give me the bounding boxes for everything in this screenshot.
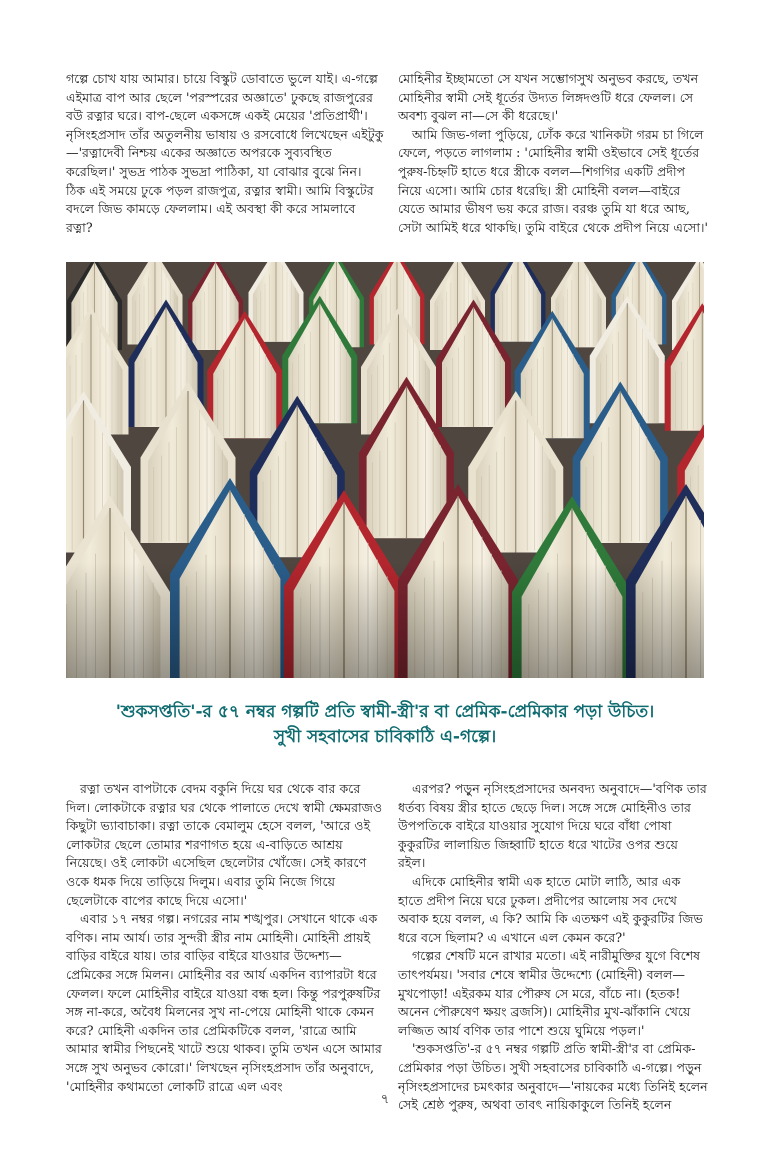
paragraph: 'শুকসপ্ততি'-র ৫৭ নম্বর গল্পটি প্রতি স্বামী-স্ত্রী'র বা প্রেমিক-প্রেমিকার পড়া উচিত। সুখী সহবাসের চাবিকাঠি এ-গল্পে। পড়ুন নৃসিংহপ্রসাদের চমৎকার অনুবাদে—'নায়কের মধ্যে তিনিই হলেন সেই শ্রেষ্ঠ পুরুষ, অথবা তাবৎ নায়িকাকুলে তিনিই হলেন [398, 1041, 708, 1113]
paragraph: গল্পের শেষটি মনে রাখার মতো। এই নারীমুক্তির যুগে বিশেষ তাৎপর্যময়। 'সবার শেষে স্বামীর উদ্দেশ্যে (মোহিনী) বলল—মুখপোড়া! এইরকম যার পৌরুষ সে মরে, বাঁচে না। (হতক! অনেন পৌরুষেণ ক্ষয়ং ব্রজসি)। মোহিনীর মুখ-ঝাঁকানি খেয়ে লজ্জিত আর্য বণিক তার পাশে শুয়ে ঘুমিয়ে পড়ল।' [398, 948, 701, 1038]
paragraph: এদিকে মোহিনীর স্বামী এক হাতে মোটা লাঠি, আর এক হাতে প্রদীপ নিয়ে ঘরে ঢুকল। প্রদীপের আলোয় সব দেখে অবাক হয়ে বলল, এ কি? আমি কি এতক্ষণ এই কুকুরটির জিভ ধরে বসে ছিলাম? এ এখানে এল কেমন করে?' [398, 873, 703, 945]
paragraph: এরপর? পড়ুন নৃসিংহপ্রসাদের অনবদ্য অনুবাদে—'বণিক তার ধর্তব্য বিষয় স্ত্রীর হাতে ছেড়ে দিল। সঙ্গে সঙ্গে মোহিনীও তার উপপতিকে বাইরে যাওয়ার সুযোগ দিয়ে ঘরে বাঁধা পোষা কুকুরটির লালায়িত জিহ্বাটি হাতে ধরে খাটের ওপর শুয়ে রইল। [398, 781, 707, 871]
paragraph: এবার ১৭ নম্বর গল্প। নগরের নাম শঙ্খপুর। সেখানে থাকে এক বণিক। নাম আর্য। তার সুন্দরী স্ত্রীর নাম মোহিনী। মোহিনী প্রায়ই বাড়ির বাইরে যায়। তার বাড়ির বাইরে যাওয়ার উদ্দেশ্য—প্রেমিকের সঙ্গে মিলন। মোহিনীর বর আর্য একদিন ব্যাপারটা ধরে ফেলল। ফলে মোহিনীর বাইরে যাওয়া বন্ধ হল। কিন্তু পরপুরুষটির সঙ্গ না-করে, অবৈধ মিলনের সুখ না-পেয়ে মোহিনী থাকে কেমন করে? মোহিনী একদিন তার প্রেমিকটিকে বলল, 'রাত্রে আমি আমার স্বামীর পিছনেই খাটে শুয়ে থাকব। তুমি তখন এসে আমার সঙ্গে সুখ অনুভব কোরো।' লিখছেন নৃসিংহপ্রসাদ তাঁর অনুবাদে, 'মোহিনীর কথামতো লোকটি রাত্রে এল এবং [66, 911, 382, 1094]
pull-quote [66, 700, 704, 750]
page-number: ৭ [380, 1092, 390, 1107]
paragraph: আমি জিভ-গলা পুড়িয়ে, ঢোঁক করে খানিকটা গরম চা গিলে ফেলে, পড়তে লাগলাম : 'মোহিনীর স্বামী ওইভাবে সেই ধূর্তের পুরুষ-চিহ্নটি হাতে ধরে স্ত্রীকে বলল—শিগগির একটি প্রদীপ নিয়ে এসো। আমি চোর ধরেছি। স্ত্রী মোহিনী বলল—বাইরে যেতে আমার ভীষণ ভয় করে রাজ। বরঞ্চ তুমি যা ধরে আছ, সেটা আমিই ধরে থাকছি। তুমি বাইরে থেকে প্রদীপ নিয়ে এসো।' [398, 126, 708, 235]
books-illustration [66, 262, 704, 678]
article-column-bottom-right [398, 780, 708, 1115]
books-photo [66, 262, 704, 678]
article-column-top-right [398, 70, 708, 237]
paragraph: রত্না তখন বাপটাকে বেদম বকুনি দিয়ে ঘর থেকে বার করে দিল। লোকটাকে রত্নার ঘর থেকে পালাতে দেখে স্বামী ক্ষেমরাজও কিছুটা ভ্যাবাচাকা। রত্না তাকে বেমালুম হেসে বলল, 'আরে ওই লোকটার ছেলে তোমার শরণাগত হয়ে এ-বাড়িতে আশ্রয় নিয়েছে। ওই লোকটা এসেছিল ছেলেটার খোঁজে। সেই কারণে ওকে ধমক দিয়ে তাড়িয়ে দিলুম। এবার তুমি নিজে গিয়ে ছেলেটাকে বাপের কাছে দিয়ে এসো।' [66, 781, 383, 908]
paragraph: মোহিনীর ইচ্ছামতো সে যখন সম্ভোগসুখ অনুভব করছে, তখন মোহিনীর স্বামী সেই ধূর্তের উদ্যত লিঙ্গদণ্ডটি ধরে ফেলল। সে অবশ্য বুঝল না—সে কী ধরেছে।' [398, 71, 699, 124]
pull-quote-line: সুখী সহবাসের চাবিকাঠি এ-গল্পে। [273, 727, 497, 747]
article-column-bottom-left [66, 780, 384, 1096]
paragraph: গল্পে চোখ যায় আমার। চায়ে বিস্কুট ডোবাতে ভুলে যাই। এ-গল্পে এইমাত্র বাপ আর ছেলে 'পরস্পরের অজ্ঞাতে' ঢুকছে রাজপুরের বউ রত্নার ঘরে। বাপ-ছেলে একসঙ্গে একই মেয়ের 'প্রতিপ্রার্থী'। নৃসিংহপ্রসাদ তাঁর অতুলনীয় ভাষায় ও রসবোধে লিখেছেন এইটুকু—'রত্নাদেবী নিশ্চয় একের অজ্ঞাতে অপরকে সুব্যবস্থিত করেছিল।' সুভদ্র পাঠক সুভদ্রা পাঠিকা, যা বোঝার বুঝে নিন। ঠিক এই সময়ে ঢুকে পড়ল রাজপুত্র, রত্নার স্বামী। আমি বিস্কুটের বদলে জিভ কামড়ে ফেললাম। এই অবস্থা কী করে সামলাবে রত্না? [66, 71, 384, 235]
pull-quote-line: 'শুকসপ্ততি'-র ৫৭ নম্বর গল্পটি প্রতি স্বামী-স্ত্রী'র বা প্রেমিক-প্রেমিকার পড়া উচিত। [115, 702, 655, 722]
article-column-top-left [66, 70, 384, 237]
